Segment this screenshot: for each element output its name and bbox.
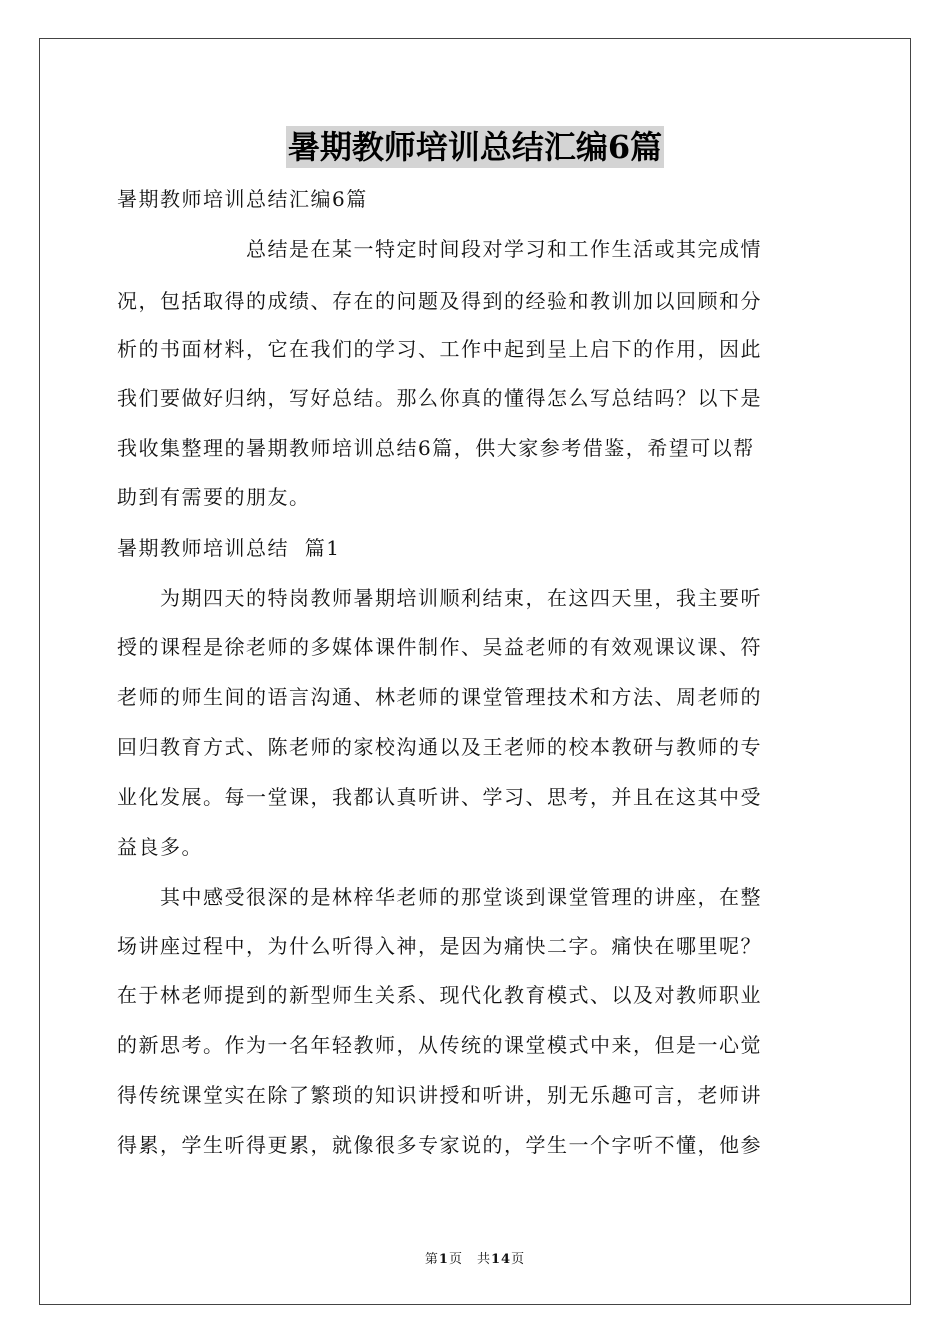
text-line: 总结是在某一特定时间段对学习和工作生活或其完成情 [117, 237, 762, 261]
text-line: 况，包括取得的成绩、存在的问题及得到的经验和教训加以回顾和分 [117, 289, 762, 313]
text-line: 析的书面材料，它在我们的学习、工作中起到呈上启下的作用，因此 [117, 337, 762, 361]
text-line: 业化发展。每一堂课，我都认真听讲、学习、思考，并且在这其中受 [117, 785, 762, 809]
footer-page-number: 1 [438, 1252, 449, 1267]
document-title: 暑期教师培训总结汇编6篇 [287, 128, 663, 166]
text-line: 授的课程是徐老师的多媒体课件制作、吴益老师的有效观课议课、符 [117, 635, 762, 659]
page-footer [0, 1248, 950, 1267]
footer-total-suffix: 页 [511, 1252, 526, 1267]
text-line: 场讲座过程中，为什么听得入神，是因为痛快二字。痛快在哪里呢？ [117, 934, 762, 958]
text-line: 助到有需要的朋友。 [117, 485, 311, 509]
text-line: 其中感受很深的是林梓华老师的那堂谈到课堂管理的讲座，在整 [117, 885, 762, 909]
footer-page-suffix: 页 共 [448, 1252, 491, 1267]
section-heading: 暑期教师培训总结 篇1 [117, 536, 341, 560]
text-line: 的新思考。作为一名年轻教师，从传统的课堂模式中来，但是一心觉 [117, 1033, 762, 1057]
document-subtitle: 暑期教师培训总结汇编6篇 [117, 187, 368, 211]
text-line: 我收集整理的暑期教师培训总结6篇，供大家参考借鉴，希望可以帮 [117, 436, 755, 460]
text-line: 我们要做好归纳，写好总结。那么你真的懂得怎么写总结吗？以下是 [117, 386, 762, 410]
text-line: 得累，学生听得更累，就像很多专家说的，学生一个字听不懂，他参 [117, 1133, 762, 1157]
text-line: 益良多。 [117, 835, 203, 859]
footer-total-pages: 14 [490, 1252, 512, 1267]
text-line: 为期四天的特岗教师暑期培训顺利结束，在这四天里，我主要听 [117, 586, 762, 610]
title-wrap [0, 126, 950, 168]
page-border [39, 38, 911, 1305]
text-line: 在于林老师提到的新型师生关系、现代化教育模式、以及对教师职业 [117, 983, 762, 1007]
text-line: 得传统课堂实在除了繁琐的知识讲授和听讲，别无乐趣可言，老师讲 [117, 1083, 762, 1107]
text-line: 回归教育方式、陈老师的家校沟通以及王老师的校本教研与教师的专 [117, 735, 762, 759]
text-line: 老师的师生间的语言沟通、林老师的课堂管理技术和方法、周老师的 [117, 685, 762, 709]
footer-page-prefix: 第 [424, 1252, 439, 1267]
